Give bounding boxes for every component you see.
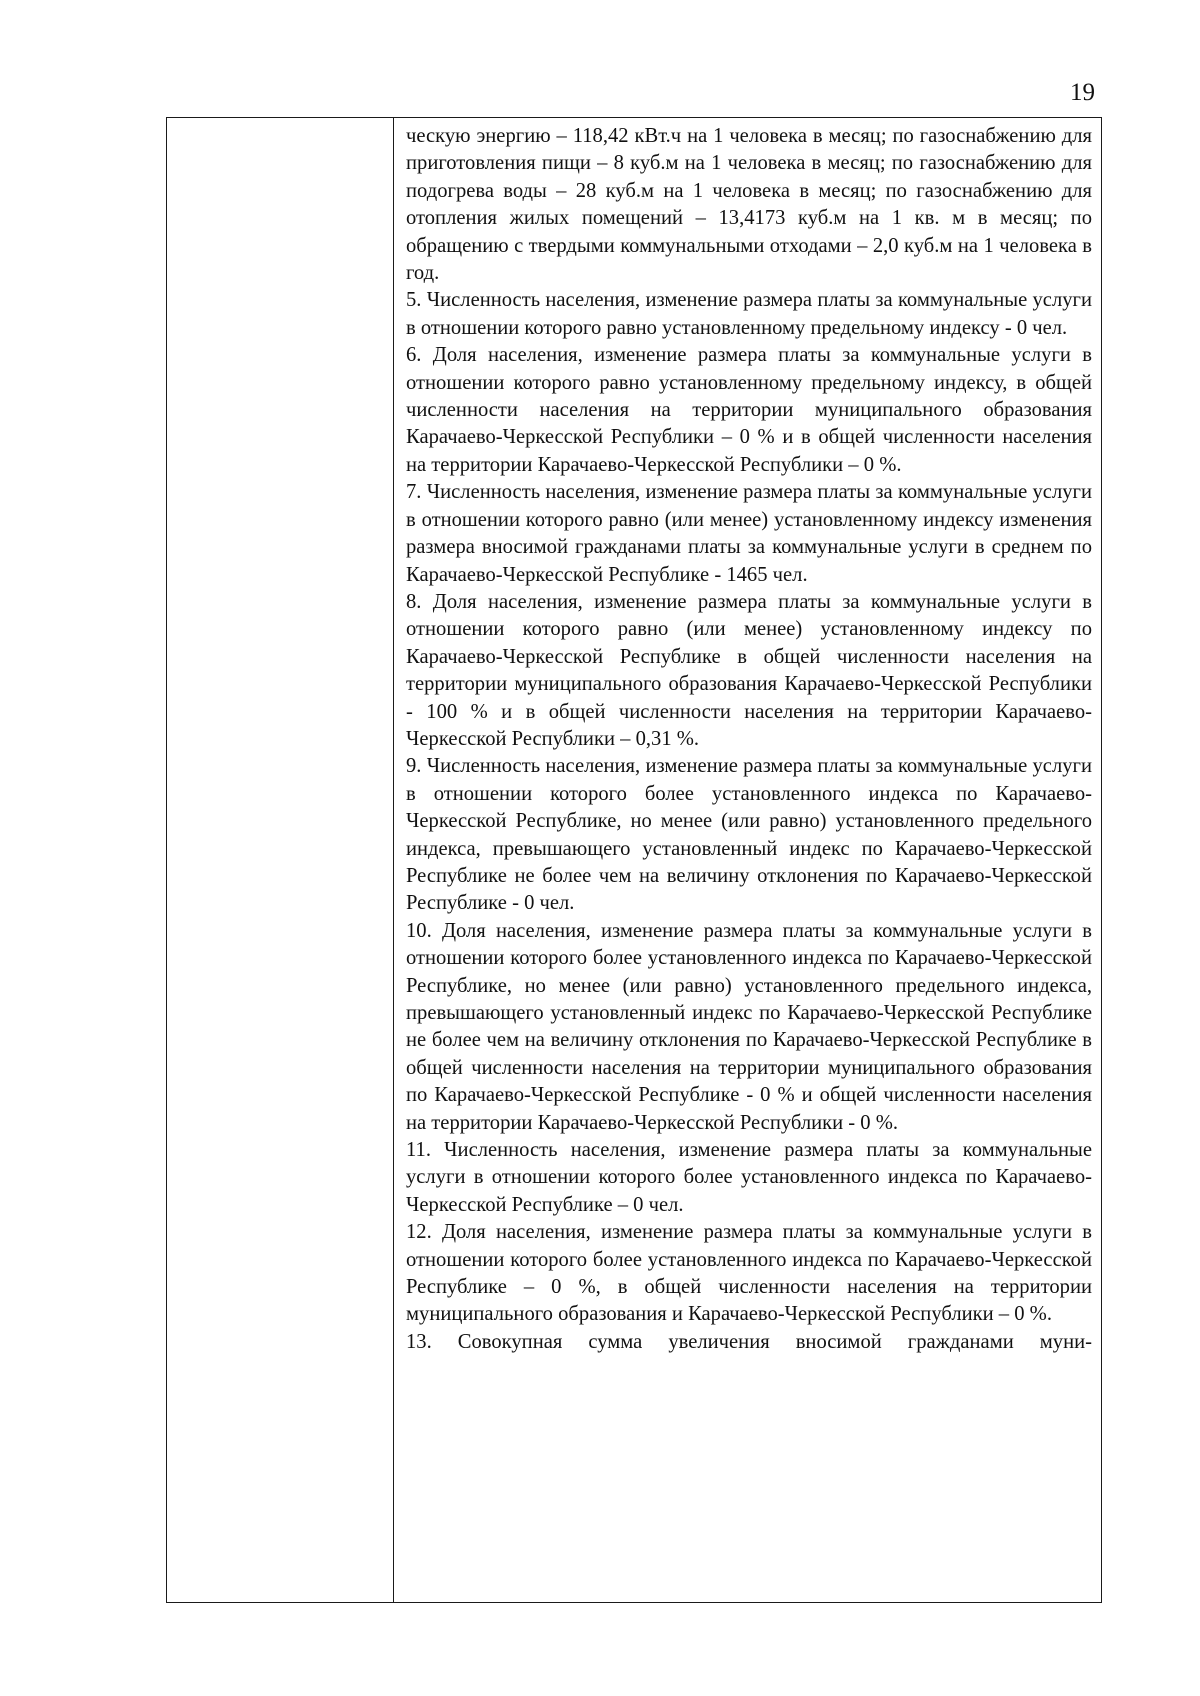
paragraph-item-9: 9. Численность населения, изменение размера платы за коммунальные услуги в отношении которого более установленного индекса по Карачаево-Черкесской Республике, но менее (или равно) установленного предельного индекса, превышающего установленный индекс по Карачаево-Черкесской Республике не более чем на величину отклонения по Карачаево-Черкесской Республике - 0 чел. — [406, 755, 1092, 915]
paragraph-item-8: 8. Доля населения, изменение размера платы за коммунальные услуги в отношении которого равно (или менее) установленному индексу по Карачаево-Черкесской Республике в общей численности населения на территории муниципального образования Карачаево-Черкесской Республики - 100 % и в общей численности населения на территории Карачаево-Черкесской Республики – 0,31 %. — [406, 590, 1092, 750]
document-table — [166, 117, 1102, 1603]
paragraph-item-10: 10. Доля населения, изменение размера платы за коммунальные услуги в отношении которого более установленного индекса по Карачаево-Черкесской Республике, но менее (или равно) установленного предельного индекса, превышающего установленный индекс по Карачаево-Черкесской Республике не более чем на величину отклонения по Карачаево-Черкесской Республике в общей численности населения на территории муниципального образования по Карачаево-Черкесской Республике - 0 % и общей численности населения на территории Карачаево-Черкесской Республики - 0 %. — [406, 919, 1092, 1134]
paragraph-energy-norms: ческую энергию – 118,42 кВт.ч на 1 человека в месяц; по газоснабжению для приготовления пищи – 8 куб.м на 1 человека в месяц; по газоснабжению для подогрева воды – 28 куб.м на 1 человека в месяц; по газоснабжению для отопления жилых помещений – 13,4173 куб.м на 1 кв. м в месяц; по обращению с твердыми коммунальными отходами – 2,0 куб.м на 1 человека в год. — [406, 125, 1092, 285]
table-right-cell — [395, 118, 1101, 1602]
paragraph-item-6: 6. Доля населения, изменение размера платы за коммунальные услуги в отношении которого равно установленному предельному индексу, в общей численности населения на территории муниципального образования Карачаево-Черкесской Республики – 0 % и в общей численности населения на территории Карачаево-Черкесской Республики – 0 %. — [406, 344, 1092, 476]
page-number: 19 — [1070, 79, 1095, 106]
paragraph-item-7: 7. Численность населения, изменение размера платы за коммунальные услуги в отношении которого равно (или менее) установленному индексу изменения размера вносимой гражданами платы за коммунальные услуги в среднем по Карачаево-Черкесской Республике - 1465 чел. — [406, 481, 1092, 586]
paragraph-item-5: 5. Численность населения, изменение размера платы за коммунальные услуги в отношении которого равно установленному предельному индексу - 0 чел. — [406, 289, 1092, 339]
table-left-cell — [167, 118, 394, 1602]
paragraph-item-11: 11. Численность населения, изменение размера платы за коммунальные услуги в отношении которого более установленного индекса по Карачаево-Черкесской Республике – 0 чел. — [406, 1139, 1092, 1216]
paragraph-item-13: 13. Совокупная сумма увеличения вносимой гражданами муни- — [406, 1330, 1092, 1353]
paragraph-item-12: 12. Доля населения, изменение размера платы за коммунальные услуги в отношении которого более установленного индекса по Карачаево-Черкесской Республике – 0 %, в общей численности населения на территории муниципального образования и Карачаево-Черкесской Республики – 0 %. — [406, 1221, 1092, 1326]
